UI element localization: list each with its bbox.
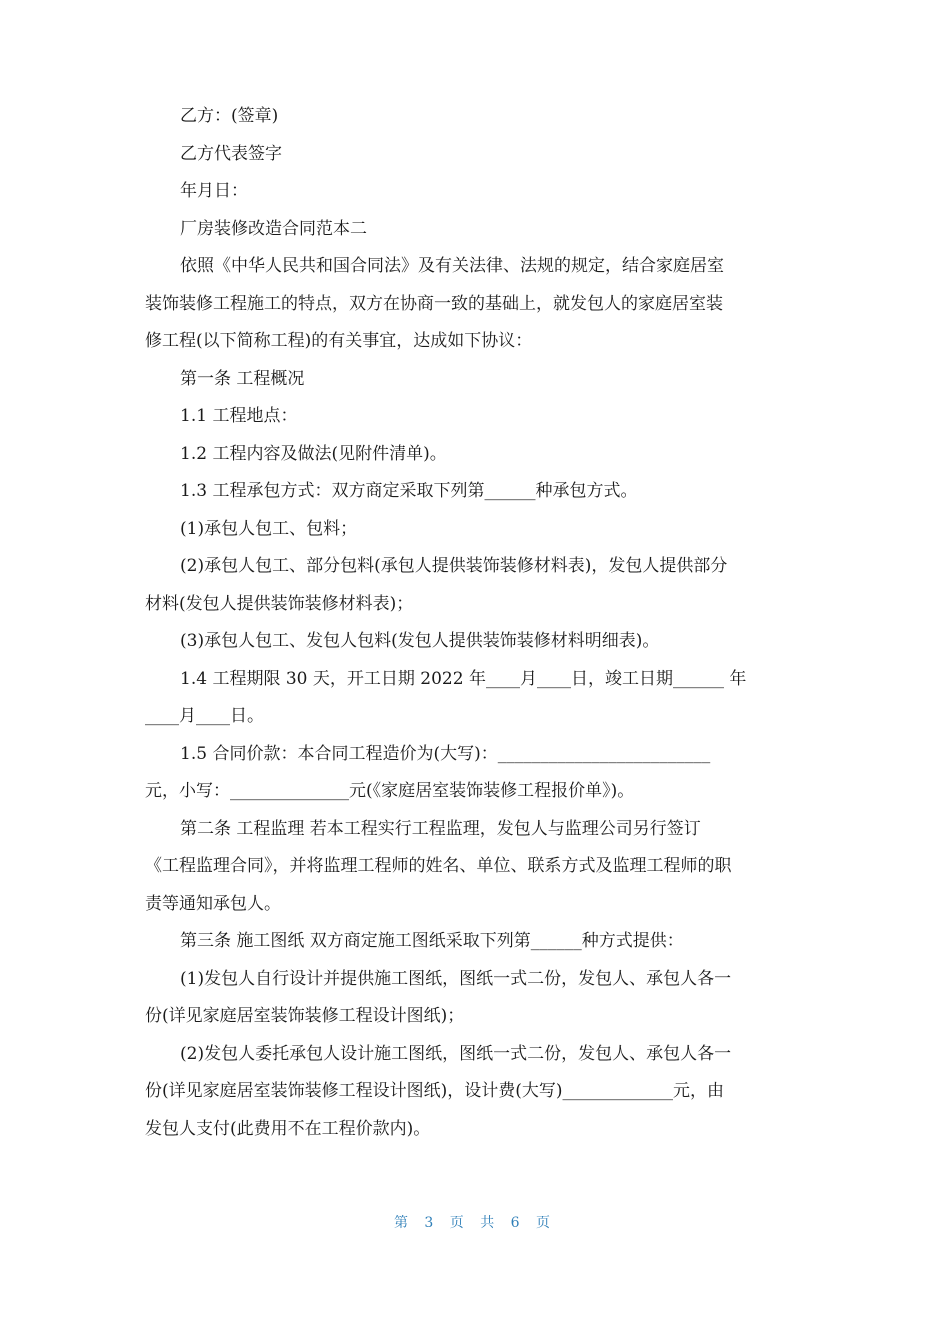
text-line: 1.5 合同价款：本合同工程造价为(大写)：_________________________ — [180, 743, 711, 764]
text-line: (2)承包人包工、部分包料(承包人提供装饰装修材料表)，发包人提供部分 — [180, 556, 728, 576]
text-line: 1.4 工程期限 30 天，开工日期 2022 年____月____日，竣工日期______ 年 — [180, 668, 747, 689]
text-line: 《工程监理合同》，并将监理工程师的姓名、单位、联系方式及监理工程师的职 — [145, 856, 732, 876]
text-line: 第二条 工程监理 若本工程实行工程监理，发包人与监理公司另行签订 — [180, 818, 701, 839]
text-line: (2)发包人委托承包人设计施工图纸，图纸一式二份，发包人、承包人各一 — [180, 1043, 732, 1064]
text-line: 修工程(以下简称工程)的有关事宜，达成如下协议： — [145, 331, 533, 351]
text-line: 材料(发包人提供装饰装修材料表)； — [145, 593, 414, 614]
text-line: 年月日： — [180, 181, 248, 201]
text-line: 厂房装修改造合同范本二 — [180, 218, 367, 239]
text-line: 1.3 工程承包方式：双方商定采取下列第______种承包方式。 — [180, 481, 638, 501]
text-line: 乙方代表签字 — [180, 143, 282, 164]
text-line: 1.2 工程内容及做法(见附件清单)。 — [180, 443, 447, 464]
text-line: 责等通知承包人。 — [145, 893, 281, 914]
text-line: 乙方：(签章) — [180, 106, 279, 126]
text-line: (3)承包人包工、发包人包料(发包人提供装饰装修材料明细表)。 — [180, 631, 660, 651]
text-line: 1.1 工程地点： — [180, 406, 298, 426]
text-line: (1)承包人包工、包料； — [180, 518, 358, 539]
text-line: 依照《中华人民共和国合同法》及有关法律、法规的规定，结合家庭居室 — [180, 256, 724, 276]
page-footer: 第 3 页 共 6 页 — [393, 1215, 557, 1231]
text-line: 份(详见家庭居室装饰装修工程设计图纸)，设计费(大写)_____________元，由 — [145, 1081, 725, 1101]
text-line: ____月____日。 — [145, 706, 264, 726]
text-line: 第一条 工程概况 — [180, 368, 305, 389]
document-body — [145, 98, 805, 1148]
text-line: 装饰装修工程施工的特点，双方在协商一致的基础上，就发包人的家庭居室装 — [145, 293, 723, 314]
text-line: (1)发包人自行设计并提供施工图纸，图纸一式二份，发包人、承包人各一 — [180, 968, 732, 989]
text-line: 第三条 施工图纸 双方商定施工图纸采取下列第______种方式提供： — [180, 931, 684, 951]
text-line: 份(详见家庭居室装饰装修工程设计图纸)； — [145, 1006, 465, 1026]
text-line: 元，小写：______________元(《家庭居室装饰装修工程报价单》)。 — [145, 781, 635, 801]
text-line: 发包人支付(此费用不在工程价款内)。 — [145, 1118, 431, 1139]
